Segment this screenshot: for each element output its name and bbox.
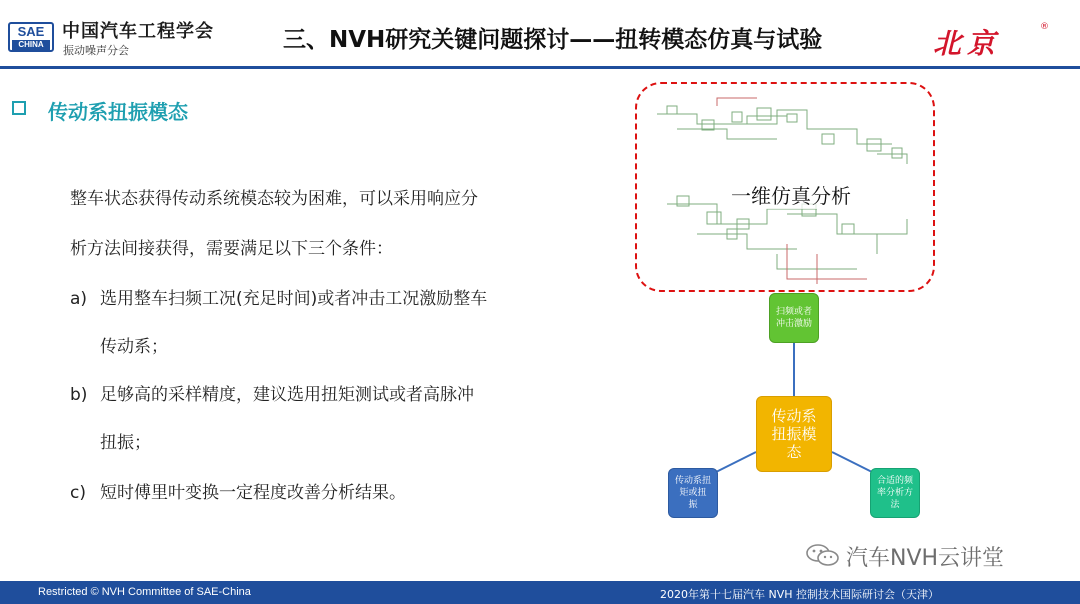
condition-b [70, 380, 570, 405]
condition-b-cont: 扭振； [100, 433, 151, 453]
watermark-text: 汽车NVH云讲堂 [846, 546, 1005, 571]
torque-node-line-3: 振 [688, 500, 698, 510]
org-name: 中国汽车工程学会 [62, 21, 214, 42]
frequency-node-line-1: 合适的频 [876, 476, 913, 486]
condition-a-label: a) [70, 289, 88, 309]
section-title: 传动系扭振模态 [48, 100, 188, 124]
torsional-mode-node [756, 396, 832, 472]
intro-line-1: 整车状态获得传动系统模态较为困难，可以采用响应分 [70, 189, 478, 209]
excitation-node [769, 293, 819, 343]
footer-copyright: Restricted © NVH Committee of SAE-China [38, 586, 251, 598]
footer-conference: 2020年第十七届汽车 NVH 控制技术国际研讨会（天津） [660, 588, 940, 601]
square-bullet-icon [12, 101, 26, 115]
condition-c [70, 478, 570, 503]
wechat-icon [806, 543, 840, 567]
condition-a-text: 选用整车扫频工况(充足时间)或者冲击工况激励整车 [100, 289, 488, 309]
sae-china-logo [8, 22, 54, 52]
slide-footer [0, 581, 1080, 604]
torsional-mode-line-1: 传动系 [771, 407, 817, 425]
frequency-node-line-2: 率分析方 [876, 488, 913, 498]
frequency-node-line-3: 法 [890, 500, 900, 510]
excitation-node-line-2: 冲击激励 [775, 319, 812, 329]
simulation-label: 一维仿真分析 [727, 180, 855, 209]
registered-mark: ® [1040, 22, 1049, 32]
torque-measurement-node [668, 468, 718, 518]
condition-b-text: 足够高的采样精度，建议选用扭矩测试或者高脉冲 [100, 385, 474, 405]
condition-a [70, 284, 570, 309]
condition-a-cont: 传动系； [100, 337, 168, 357]
torque-node-line-2: 矩或扭 [679, 488, 707, 498]
simulation-panel [635, 82, 935, 292]
frequency-analysis-node [870, 468, 920, 518]
torsional-mode-line-2: 扭振模 [771, 425, 817, 443]
org-subtitle: 振动噪声分会 [63, 44, 129, 57]
beijing-brand-logo: 北京 [933, 27, 1002, 60]
torsional-mode-line-3: 态 [786, 443, 802, 461]
logo-text-sae: SAE [17, 24, 45, 39]
intro-line-2: 析方法间接获得，需要满足以下三个条件： [70, 239, 393, 259]
header-divider [0, 66, 1080, 69]
logo-text-china: CHINA [12, 40, 50, 50]
mind-map-diagram [630, 80, 950, 520]
condition-c-label: c) [70, 483, 86, 503]
slide-title: 三、NVH研究关键问题探讨——扭转模态仿真与试验 [283, 27, 823, 53]
torque-node-line-1: 传动系扭 [674, 476, 711, 486]
excitation-node-line-1: 扫频或者 [775, 307, 812, 317]
slide-header [0, 0, 1080, 70]
condition-b-label: b) [70, 385, 88, 405]
condition-c-text: 短时傅里叶变换一定程度改善分析结果。 [100, 483, 406, 503]
